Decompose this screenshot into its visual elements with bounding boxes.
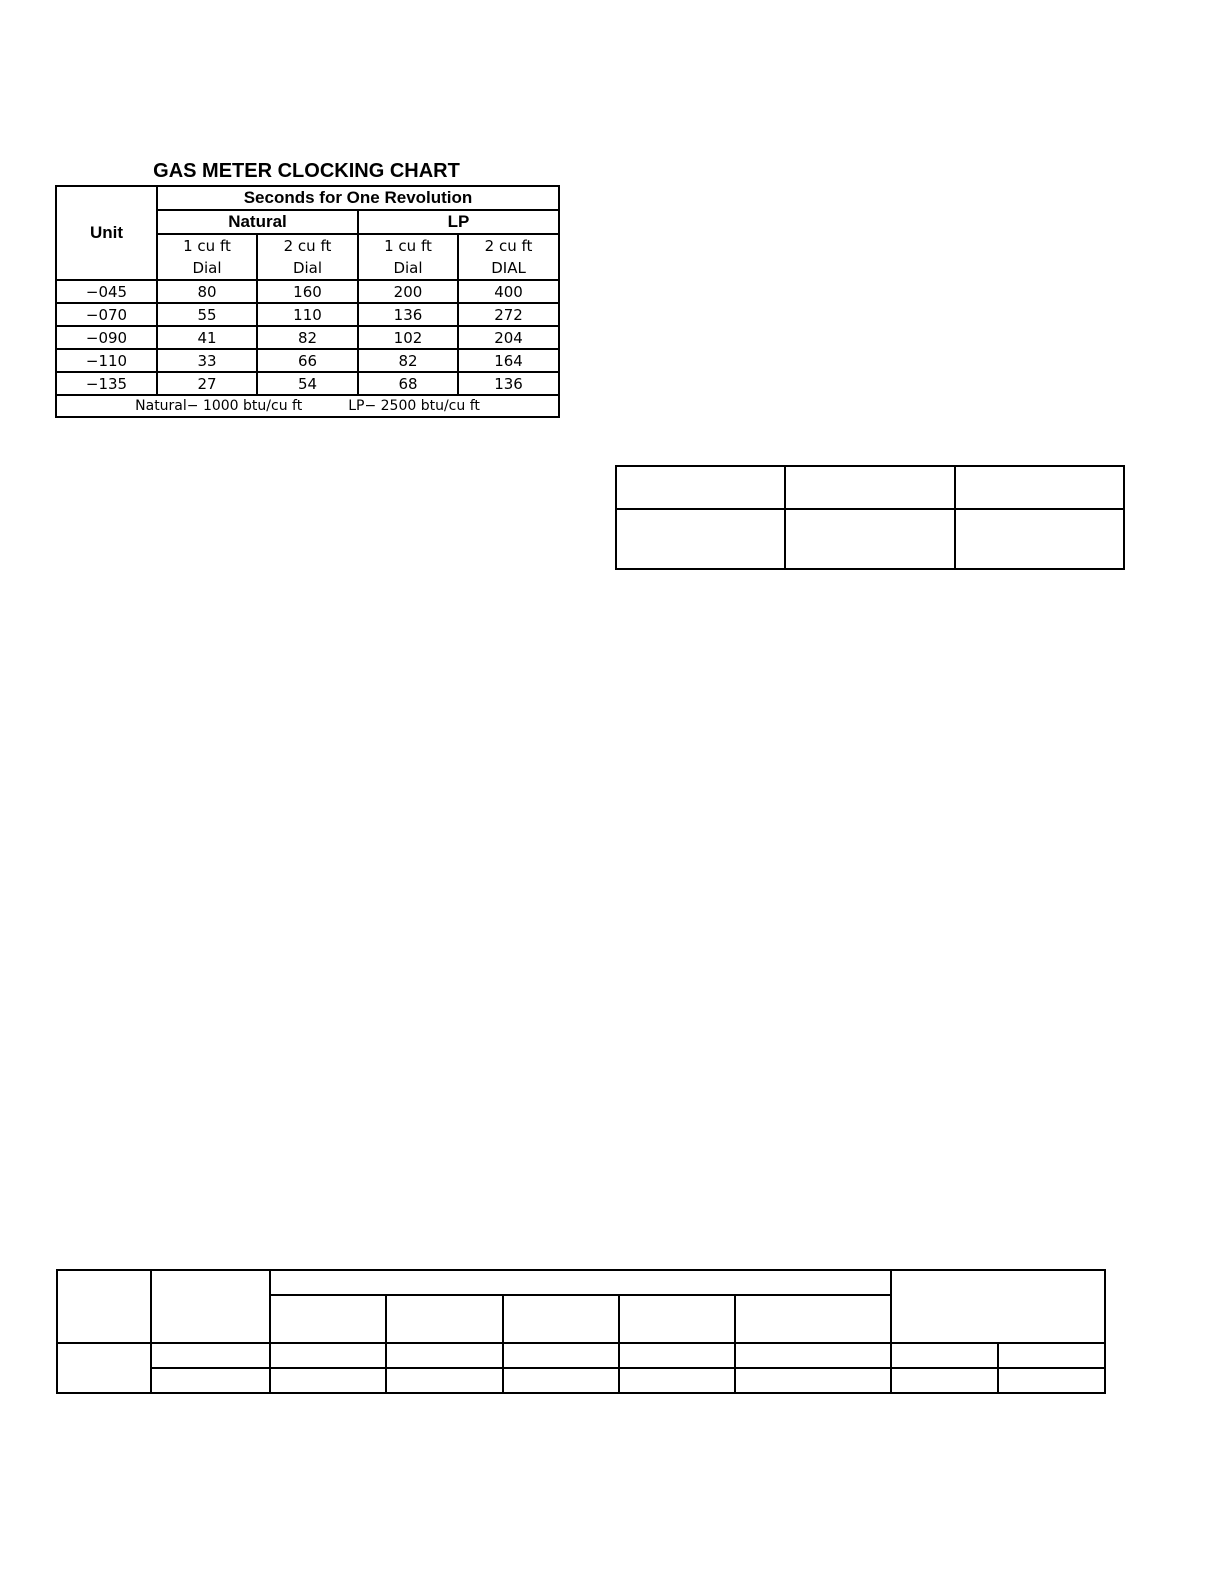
value-cell: 200 [358, 280, 458, 303]
value-cell: 136 [458, 372, 559, 395]
blank-cell [785, 509, 955, 569]
value-cell: 54 [257, 372, 358, 395]
blank-cell [270, 1368, 386, 1393]
blank-cell [270, 1343, 386, 1368]
value-cell: 136 [358, 303, 458, 326]
value-cell: 27 [157, 372, 257, 395]
natural-footnote: Natural− 1000 btu/cu ft [135, 398, 303, 414]
blank-cell [616, 466, 785, 509]
table-row [56, 372, 559, 395]
table-row [56, 303, 559, 326]
blank-cell [503, 1368, 619, 1393]
dial-header: 2 cu ft Dial [257, 234, 358, 280]
blank-cell [57, 1343, 151, 1393]
lp-header: LP [358, 210, 559, 234]
blank-cell [616, 509, 785, 569]
value-cell: 110 [257, 303, 358, 326]
unit-header: Unit [56, 186, 157, 280]
blank-cell [891, 1343, 998, 1368]
blank-cell [270, 1295, 386, 1343]
blank-cell [619, 1343, 735, 1368]
blank-cell [386, 1343, 503, 1368]
blank-cell [998, 1343, 1105, 1368]
blank-cell [386, 1295, 503, 1343]
blank-cell [891, 1270, 1105, 1343]
blank-cell [955, 466, 1124, 509]
blank-cell [151, 1368, 270, 1393]
value-cell: 400 [458, 280, 559, 303]
dial-header: 1 cu ft Dial [157, 234, 257, 280]
blank-cell [386, 1368, 503, 1393]
blank-cell [503, 1343, 619, 1368]
blank-cell [57, 1270, 151, 1343]
value-cell: 272 [458, 303, 559, 326]
chart-title: GAS METER CLOCKING CHART [153, 160, 460, 182]
value-cell: 102 [358, 326, 458, 349]
value-cell: 82 [358, 349, 458, 372]
blank-table-right [615, 465, 1125, 570]
blank-cell [735, 1368, 891, 1393]
blank-cell [270, 1270, 891, 1295]
value-cell: 204 [458, 326, 559, 349]
table-row [56, 280, 559, 303]
dial-header: 1 cu ft Dial [358, 234, 458, 280]
unit-cell: −045 [56, 280, 157, 303]
gas-meter-clocking-chart [55, 185, 560, 418]
blank-cell [151, 1270, 270, 1343]
unit-cell: −090 [56, 326, 157, 349]
table-row [56, 326, 559, 349]
blank-cell [151, 1343, 270, 1368]
value-cell: 68 [358, 372, 458, 395]
table-row [56, 349, 559, 372]
value-cell: 82 [257, 326, 358, 349]
value-cell: 164 [458, 349, 559, 372]
unit-cell: −135 [56, 372, 157, 395]
natural-header: Natural [157, 210, 358, 234]
blank-cell [998, 1368, 1105, 1393]
blank-cell [891, 1368, 998, 1393]
lp-footnote: LP− 2500 btu/cu ft [348, 398, 480, 414]
blank-cell [619, 1295, 735, 1343]
chart-footnote [56, 395, 559, 417]
value-cell: 41 [157, 326, 257, 349]
dial-header: 2 cu ft DIAL [458, 234, 559, 280]
value-cell: 160 [257, 280, 358, 303]
value-cell: 80 [157, 280, 257, 303]
blank-cell [735, 1343, 891, 1368]
blank-table-bottom [56, 1269, 1106, 1394]
unit-cell: −070 [56, 303, 157, 326]
value-cell: 66 [257, 349, 358, 372]
blank-cell [955, 509, 1124, 569]
unit-cell: −110 [56, 349, 157, 372]
value-cell: 55 [157, 303, 257, 326]
blank-cell [503, 1295, 619, 1343]
blank-cell [785, 466, 955, 509]
seconds-header: Seconds for One Revolution [157, 186, 559, 210]
blank-cell [619, 1368, 735, 1393]
value-cell: 33 [157, 349, 257, 372]
blank-cell [735, 1295, 891, 1343]
